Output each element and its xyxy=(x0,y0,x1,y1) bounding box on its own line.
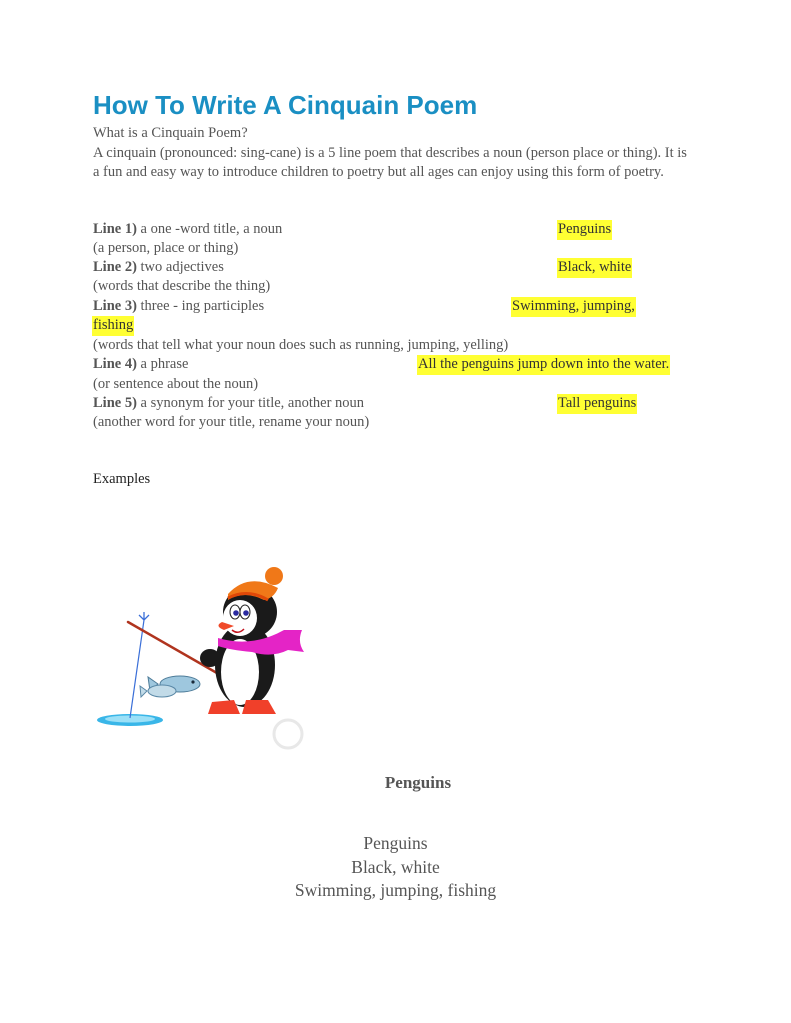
line-5-label: Line 5) xyxy=(93,395,137,411)
line-3-label: Line 3) xyxy=(93,298,137,314)
line-1-desc: a one -word title, a noun xyxy=(136,221,283,237)
line-3-example-cont: fishing xyxy=(92,316,134,336)
line-1-example: Penguins xyxy=(557,220,612,240)
line-3-example: Swimming, jumping, xyxy=(511,297,636,317)
line-1-note: (a person, place or thing) xyxy=(93,240,239,256)
poem-line-3: Swimming, jumping, fishing xyxy=(294,880,497,900)
intro-section xyxy=(93,124,693,183)
line-2-label: Line 2) xyxy=(93,259,137,275)
line-2-desc: two adjectives xyxy=(136,259,224,275)
line-4-example: All the penguins jump down into the water. xyxy=(417,355,670,375)
line-5-desc: a synonym for your title, another noun xyxy=(136,395,365,411)
line-2-row xyxy=(93,258,224,278)
line-4-row xyxy=(93,355,188,375)
line-2-example: Black, white xyxy=(557,258,632,278)
line-1-row xyxy=(93,220,282,240)
line-4-note: (or sentence about the noun) xyxy=(93,376,259,392)
line-3-desc: three - ing participles xyxy=(136,298,265,314)
examples-label: Examples xyxy=(93,471,151,487)
poem-line-1: Penguins xyxy=(363,833,428,853)
page-title: How To Write A Cinquain Poem xyxy=(93,90,478,120)
poem-line-2: Black, white xyxy=(351,856,440,877)
poem-title: Penguins xyxy=(384,773,452,792)
intro-question: What is a Cinquain Poem? xyxy=(93,125,248,141)
line-5-note: (another word for your title, rename your noun) xyxy=(93,414,370,430)
line-3-row xyxy=(93,297,264,317)
penguin-fishing-illustration xyxy=(92,560,312,755)
intro-paragraph: A cinquain (pronounced: sing-cane) is a 5 line poem that describes a noun (person place or thing). It is a fun and easy way to introduce children to poetry but all ages can enjoy using this form of poetry. xyxy=(93,144,687,180)
line-5-example: Tall penguins xyxy=(557,394,637,414)
poem-body xyxy=(0,832,791,903)
line-3-note: (words that tell what your noun does such as running, jumping, yelling) xyxy=(93,337,509,353)
line-4-desc: a phrase xyxy=(136,356,189,372)
line-5-row xyxy=(93,394,364,414)
line-4-label: Line 4) xyxy=(93,356,137,372)
line-1-label: Line 1) xyxy=(93,221,137,237)
line-2-note: (words that describe the thing) xyxy=(93,278,271,294)
